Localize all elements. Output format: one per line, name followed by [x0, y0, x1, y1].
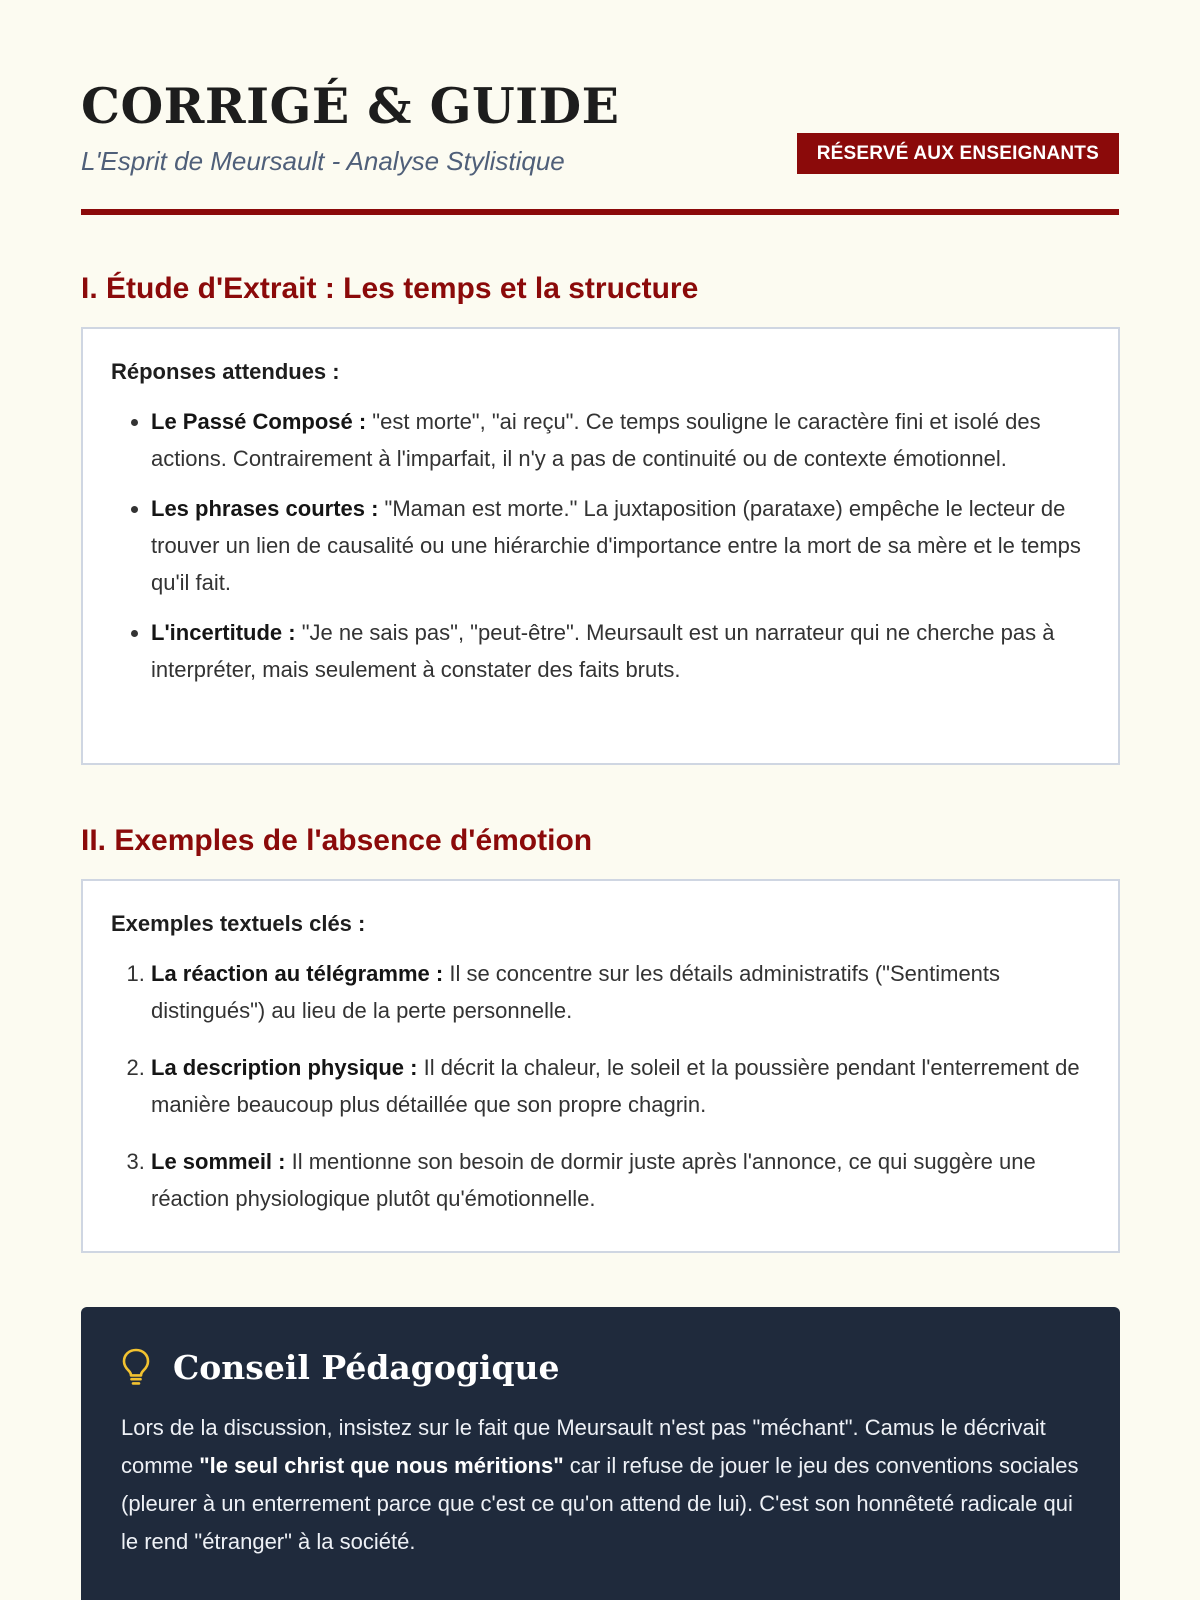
page-header [81, 0, 1119, 215]
pedagogical-tip-box [81, 1307, 1120, 1600]
section-2-label: Exemples textuels clés : [111, 911, 366, 936]
list-item-term: La réaction au télégramme : [151, 961, 444, 986]
lightbulb-icon [121, 1347, 151, 1387]
section-2-box [81, 879, 1120, 1253]
page-subtitle: L'Esprit de Meursault - Analyse Stylistique [81, 146, 565, 176]
list-item [151, 1143, 1090, 1217]
list-item-term: Le Passé Composé : [151, 409, 367, 434]
list-item-term: L'incertitude : [151, 620, 296, 645]
list-item [151, 403, 1090, 477]
section-1-title: I. Étude d'Extrait : Les temps et la structure [81, 272, 699, 305]
list-item-text: "Maman est morte." La juxtaposition (parataxe) empêche le lecteur de trouver un lien de causalité ou une hiérarchie d'importance entre la mort de sa mère et le temps qu'il fait. [151, 496, 1081, 595]
tip-text-start: Lors de la discussion, insistez sur le fait que Meursault n'est pas "méchant". Camus le décrivait comme [121, 1415, 1046, 1478]
tip-header [121, 1347, 1080, 1387]
list-item-term: Les phrases courtes : [151, 496, 379, 521]
list-item-term: Le sommeil : [151, 1149, 286, 1174]
section-1-list [111, 403, 1090, 688]
section-2-list [111, 955, 1090, 1217]
tip-title: Conseil Pédagogique [173, 1347, 560, 1387]
list-item-text: Il décrit la chaleur, le soleil et la poussière pendant l'enterrement de manière beaucoup plus détaillée que son propre chagrin. [151, 1055, 1080, 1117]
list-item-text: "Je ne sais pas", "peut-être". Meursault est un narrateur qui ne cherche pas à interpréter, mais seulement à constater des faits bruts. [151, 620, 1055, 682]
page-title: CORRIGÉ & GUIDE [81, 77, 620, 135]
tip-quote: "le seul christ que nous méritions" [199, 1453, 564, 1478]
teacher-only-badge: RÉSERVÉ AUX ENSEIGNANTS [797, 133, 1119, 174]
section-1-box [81, 327, 1120, 765]
section-2-title: II. Exemples de l'absence d'émotion [81, 824, 593, 857]
list-item-text: Il se concentre sur les détails administratifs ("Sentiments distingués") au lieu de la perte personnelle. [151, 961, 1001, 1023]
list-item [151, 955, 1090, 1029]
list-item [151, 1049, 1090, 1123]
list-item [151, 490, 1090, 601]
list-item-term: La description physique : [151, 1055, 418, 1080]
list-item-text: Il mentionne son besoin de dormir juste après l'annonce, ce qui suggère une réaction physiologique plutôt qu'émotionnelle. [151, 1149, 1036, 1211]
section-1-label: Réponses attendues : [111, 359, 340, 384]
list-item-text: "est morte", "ai reçu". Ce temps souligne le caractère fini et isolé des actions. Contrairement à l'imparfait, il n'y a pas de continuité ou de contexte émotionnel. [151, 409, 1041, 471]
list-item [151, 614, 1090, 688]
tip-text-end: car il refuse de jouer le jeu des conventions sociales (pleurer à un enterrement parce que c'est ce qu'on attend de lui). C'est son honnêteté radicale qui le rend "étranger" à la société. [121, 1453, 1079, 1554]
tip-text [121, 1409, 1080, 1561]
